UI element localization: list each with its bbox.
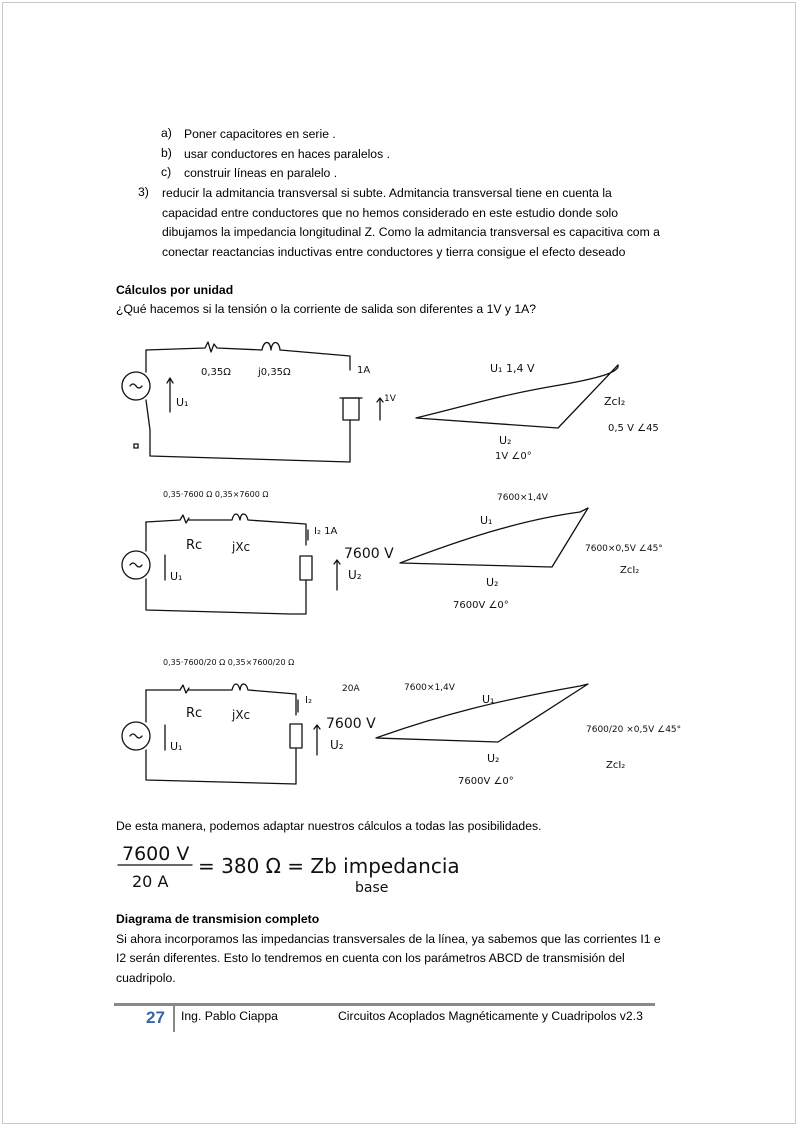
sketch2-u1: U₁ [170, 570, 183, 583]
formula-base: base [355, 880, 389, 896]
sketch3-i-val: 20A [342, 684, 360, 694]
list-marker-b: b) [161, 146, 172, 160]
sketch3-rc: Rc [186, 706, 203, 721]
sketch2-phasor-zi: ZcI₂ [620, 565, 640, 576]
item3-line-2: capacidad entre conductores que no hemos considerado en este estudio donde solo [162, 206, 618, 220]
sketch3-phasor-top: 7600×1,4V [404, 683, 455, 693]
sketch2-v-load: 7600 V [344, 546, 394, 562]
sketch1-phasor-zi-val: 0,5 V ∠45 [608, 423, 659, 434]
sketch3-v-load: 7600 V [326, 716, 376, 732]
sketch1-r-label: 0,35Ω [201, 367, 231, 378]
sketch3-phasor-u2: U₂ [487, 752, 500, 765]
sketch2-top-label: 0,35·7600 Ω 0,35×7600 Ω [163, 490, 269, 499]
footer-title: Circuitos Acoplados Magnéticamente y Cuadripolos v2.3 [338, 1009, 643, 1023]
list-item-a: Poner capacitores en serie . [184, 127, 336, 141]
sketch3-phasor-zi: ZcI₂ [606, 760, 626, 771]
list-marker-c: c) [161, 165, 172, 179]
footer-separator [173, 1006, 175, 1032]
sketch2-phasor-zi-val: 7600×0,5V ∠45° [585, 544, 663, 554]
sketch1-u1: U₁ [176, 396, 189, 409]
item3-line-4: conectar reactancias inductivas entre conductores y tierra consigue el efecto deseado [162, 245, 626, 259]
sketch1-phasor-zi: ZcI₂ [604, 395, 626, 408]
sketch1-current: 1A [357, 365, 371, 376]
list-marker-a: a) [161, 126, 172, 140]
footer-author: Ing. Pablo Ciappa [181, 1009, 278, 1023]
list-item-b: usar conductores en haces paralelos . [184, 147, 390, 161]
sketch2-i2: I₂ 1A [314, 526, 338, 537]
section-question: ¿Qué hacemos si la tensión o la corriente de salida son diferentes a 1V y 1A? [116, 302, 537, 316]
sketch2-u2: U₂ [348, 568, 362, 582]
sketch3-phasor-zi-val: 7600/20 ×0,5V ∠45° [586, 725, 682, 735]
list-marker-3: 3) [138, 185, 149, 199]
list-item-c: construir líneas en paralelo . [184, 166, 338, 180]
page-number: 27 [146, 1008, 165, 1027]
sketch3-phasor-u2-val: 7600V ∠0° [458, 776, 514, 787]
sketch1-x-label: j0,35Ω [258, 367, 291, 378]
sketch3-u1: U₁ [170, 740, 183, 753]
sketch3-i2: I₂ [305, 695, 312, 706]
sketch1-phasor-u2: U₂ [499, 434, 512, 447]
sketch2-phasor-u2: U₂ [486, 576, 499, 589]
footer-rule [114, 1003, 655, 1006]
sketch2-phasor-u2-val: 7600V ∠0° [453, 600, 509, 611]
section3-line-1: Si ahora incorporamos las impedancias transversales de la línea, ya sabemos que las corrientes I1 e [116, 932, 661, 946]
formula-denominator: 20 A [132, 872, 169, 891]
sketch3-top-label: 0,35·7600/20 Ω 0,35×7600/20 Ω [163, 658, 295, 667]
section-title-per-unit: Cálculos por unidad [116, 283, 234, 297]
formula-numerator: 7600 V [122, 843, 190, 865]
sketch1-phasor-u1: U₁ 1,4 V [490, 362, 535, 375]
item3-line-1: reducir la admitancia transversal si subte. Admitancia transversal tiene en cuenta la [162, 186, 612, 200]
sketch2-jx: jXc [232, 540, 251, 554]
sketch2-rc: Rc [186, 538, 203, 553]
section3-line-3: cuadripolo. [116, 971, 176, 985]
sketch2-phasor-u1: U₁ [480, 514, 493, 527]
sketch3-jx: jXc [232, 708, 251, 722]
section3-line-2: I2 serán diferentes. Esto lo tendremos en cuenta con los parámetros ABCD de transmisión del [116, 951, 625, 965]
sketch3-u2: U₂ [330, 738, 344, 752]
section-title-transmission: Diagrama de transmision completo [116, 912, 320, 926]
sketch1-phasor-u2-val: 1V ∠0° [495, 451, 532, 462]
sketch1-voltage: 1V [384, 394, 396, 404]
sketch3-phasor-u1: U₁ [482, 693, 495, 706]
item3-line-3: dibujamos la impedancia longitudinal Z. Como la admitancia transversal es capacitiva com a [162, 225, 660, 239]
section2-intro: De esta manera, podemos adaptar nuestros cálculos a todas las posibilidades. [116, 819, 542, 833]
formula-result: = 380 Ω = Zb impedancia [198, 854, 460, 878]
sketch2-phasor-top: 7600×1,4V [497, 493, 548, 503]
